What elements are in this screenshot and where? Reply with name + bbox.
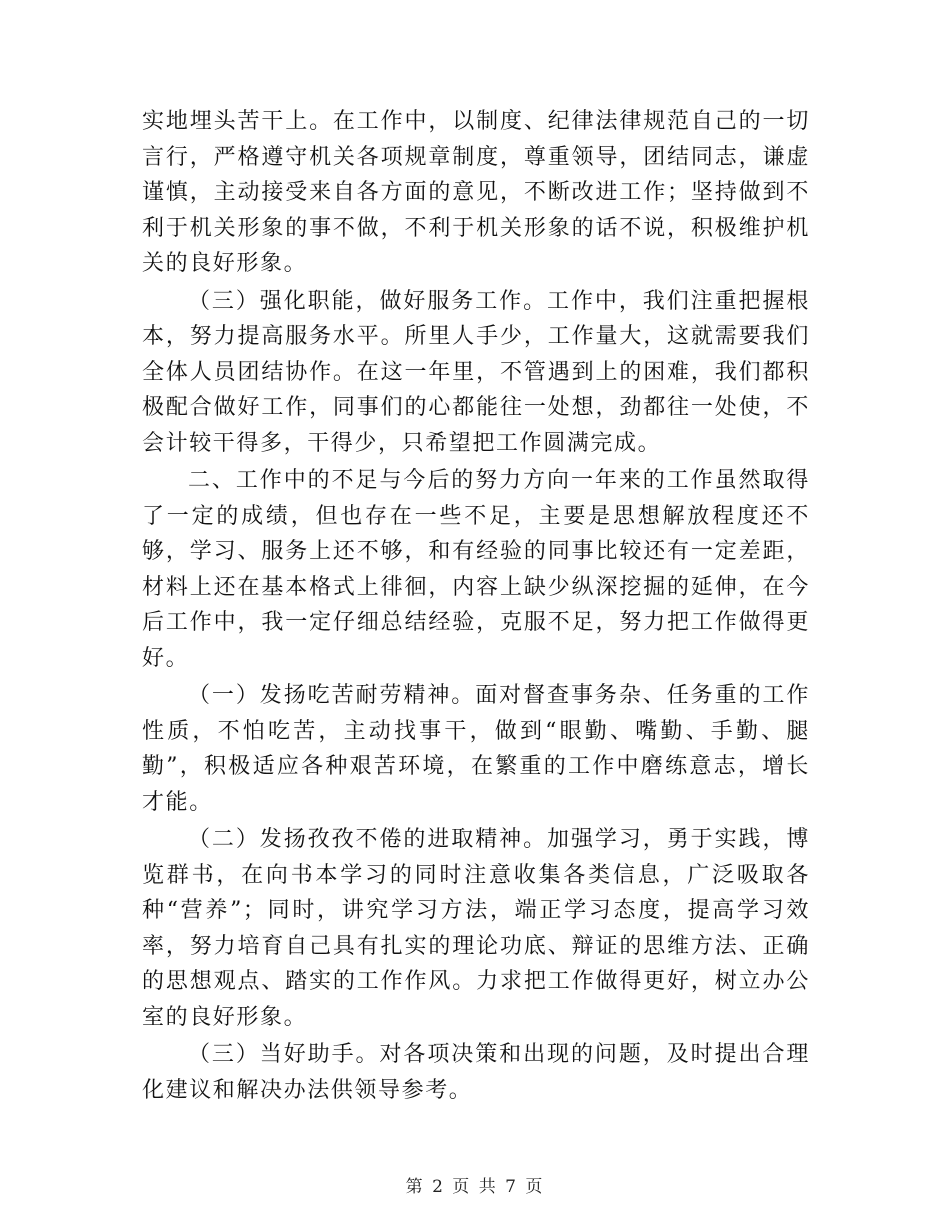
paragraph-assistant: （三）当好助手。对各项决策和出现的问题，及时提出合理化建议和解决办法供领导参考。 — [142, 1042, 810, 1103]
document-body — [142, 104, 810, 1110]
paragraph-shortcomings: 二、工作中的不足与今后的努力方向一年来的工作虽然取得了一定的成绩，但也存在一些不足，主要是思想解放程度还不够，学习、服务上还不够，和有经验的同事比较还有一定差距，材料上还在基本格式上徘徊，内容上缺少纵深挖掘的延伸，在今后工作中，我一定仔细总结经验，克服不足，努力把工作做得更好。 — [142, 468, 810, 671]
page-number-footer: 第 2 页 共 7 页 — [405, 1177, 545, 1197]
paragraph-strengthen-functions: （三）强化职能，做好服务工作。工作中，我们注重把握根本，努力提高服务水平。所里人手少，工作量大，这就需要我们全体人员团结协作。在这一年里，不管遇到上的困难，我们都积极配合做好工作，同事们的心都能往一处想，劲都往一处使，不会计较干得多，干得少，只希望把工作圆满完成。 — [142, 288, 810, 456]
paragraph-hard-work: （一）发扬吃苦耐劳精神。面对督查事务杂、任务重的工作性质，不怕吃苦，主动找事干，做到“眼勤、嘴勤、手勤、腿勤”，积极适应各种艰苦环境，在繁重的工作中磨练意志，增长才能。 — [142, 683, 810, 815]
paragraph-progress-spirit: （二）发扬孜孜不倦的进取精神。加强学习，勇于实践，博览群书，在向书本学习的同时注意收集各类信息，广泛吸取各种“营养”；同时，讲究学习方法，端正学习态度，提高学习效率，努力培育自己具有扎实的理论功底、辩证的思维方法、正确的思想观点、踏实的工作作风。力求把工作做得更好，树立办公室的良好形象。 — [142, 827, 810, 1030]
paragraph-continuation: 实地埋头苦干上。在工作中，以制度、纪律法律规范自己的一切言行，严格遵守机关各项规章制度，尊重领导，团结同志，谦虚谨慎，主动接受来自各方面的意见，不断改进工作；坚持做到不利于机关形象的事不做，不利于机关形象的话不说，积极维护机关的良好形象。 — [142, 109, 810, 276]
